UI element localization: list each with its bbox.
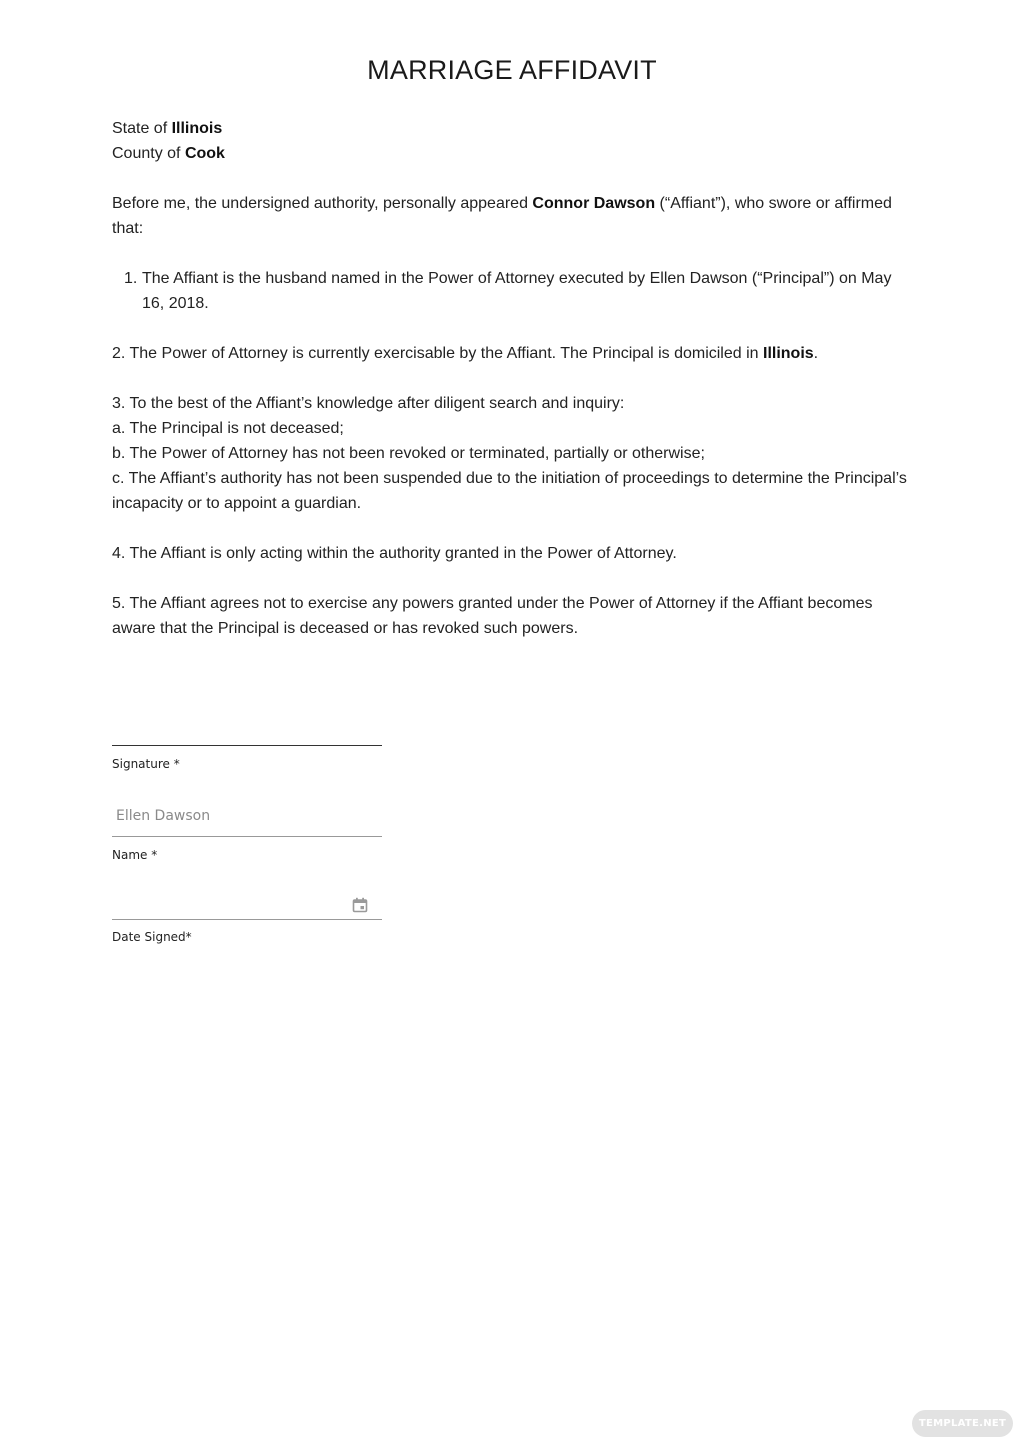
item-2	[112, 341, 912, 366]
county-line	[112, 141, 912, 166]
page-title: MARRIAGE AFFIDAVIT	[367, 55, 657, 85]
state-value: Illinois	[171, 120, 223, 137]
intro-before: Before me, the undersigned authority, personally appeared	[112, 195, 533, 212]
intro-paragraph	[112, 191, 912, 241]
name-label: Name *	[112, 848, 158, 862]
item-1-number: 1.	[124, 270, 138, 287]
calendar-icon[interactable]	[352, 897, 368, 913]
item-3-b: b. The Power of Attorney has not been revoked or terminated, partially or otherwise;	[112, 445, 705, 462]
county-label: County of	[112, 145, 185, 162]
item-3-intro: 3. To the best of the Affiant’s knowledge after diligent search and inquiry:	[112, 395, 625, 412]
item-2-end: .	[813, 345, 819, 362]
item-3-c: c. The Affiant’s authority has not been suspended due to the initiation of proceedings to determine the Principal’s incapacity or to appoint a guardian.	[112, 470, 907, 512]
item-2-state: Illinois	[763, 345, 814, 362]
signature-label: Signature *	[112, 757, 180, 771]
state-label: State of	[112, 120, 172, 137]
template-net-watermark: TEMPLATE.NET	[912, 1410, 1013, 1437]
name-value: Ellen Dawson	[116, 808, 211, 824]
name-field[interactable]	[112, 800, 382, 837]
date-signed-label: Date Signed*	[112, 930, 192, 944]
item-1	[112, 266, 912, 316]
item-4: 4. The Affiant is only acting within the authority granted in the Power of Attorney.	[112, 545, 677, 562]
item-1-text: The Affiant is the husband named in the Power of Attorney executed by Ellen Dawson (“Principal”) on May 16, 2018.	[142, 270, 892, 312]
county-value: Cook	[184, 145, 225, 162]
affidavit-body	[112, 116, 912, 641]
item-3-a: a. The Principal is not deceased;	[112, 420, 344, 437]
affiant-name: Connor Dawson	[532, 195, 656, 212]
signature-field[interactable]	[112, 745, 382, 746]
state-line	[112, 116, 912, 141]
date-signed-field[interactable]	[112, 884, 382, 920]
intro-after: (“Affiant”), who swore or affirmed that:	[112, 195, 892, 237]
item-2-text: 2. The Power of Attorney is currently exercisable by the Affiant. The Principal is domiciled in	[112, 345, 763, 362]
item-5: 5. The Affiant agrees not to exercise any powers granted under the Power of Attorney if the Affiant becomes aware that the Principal is deceased or has revoked such powers.	[112, 595, 873, 637]
